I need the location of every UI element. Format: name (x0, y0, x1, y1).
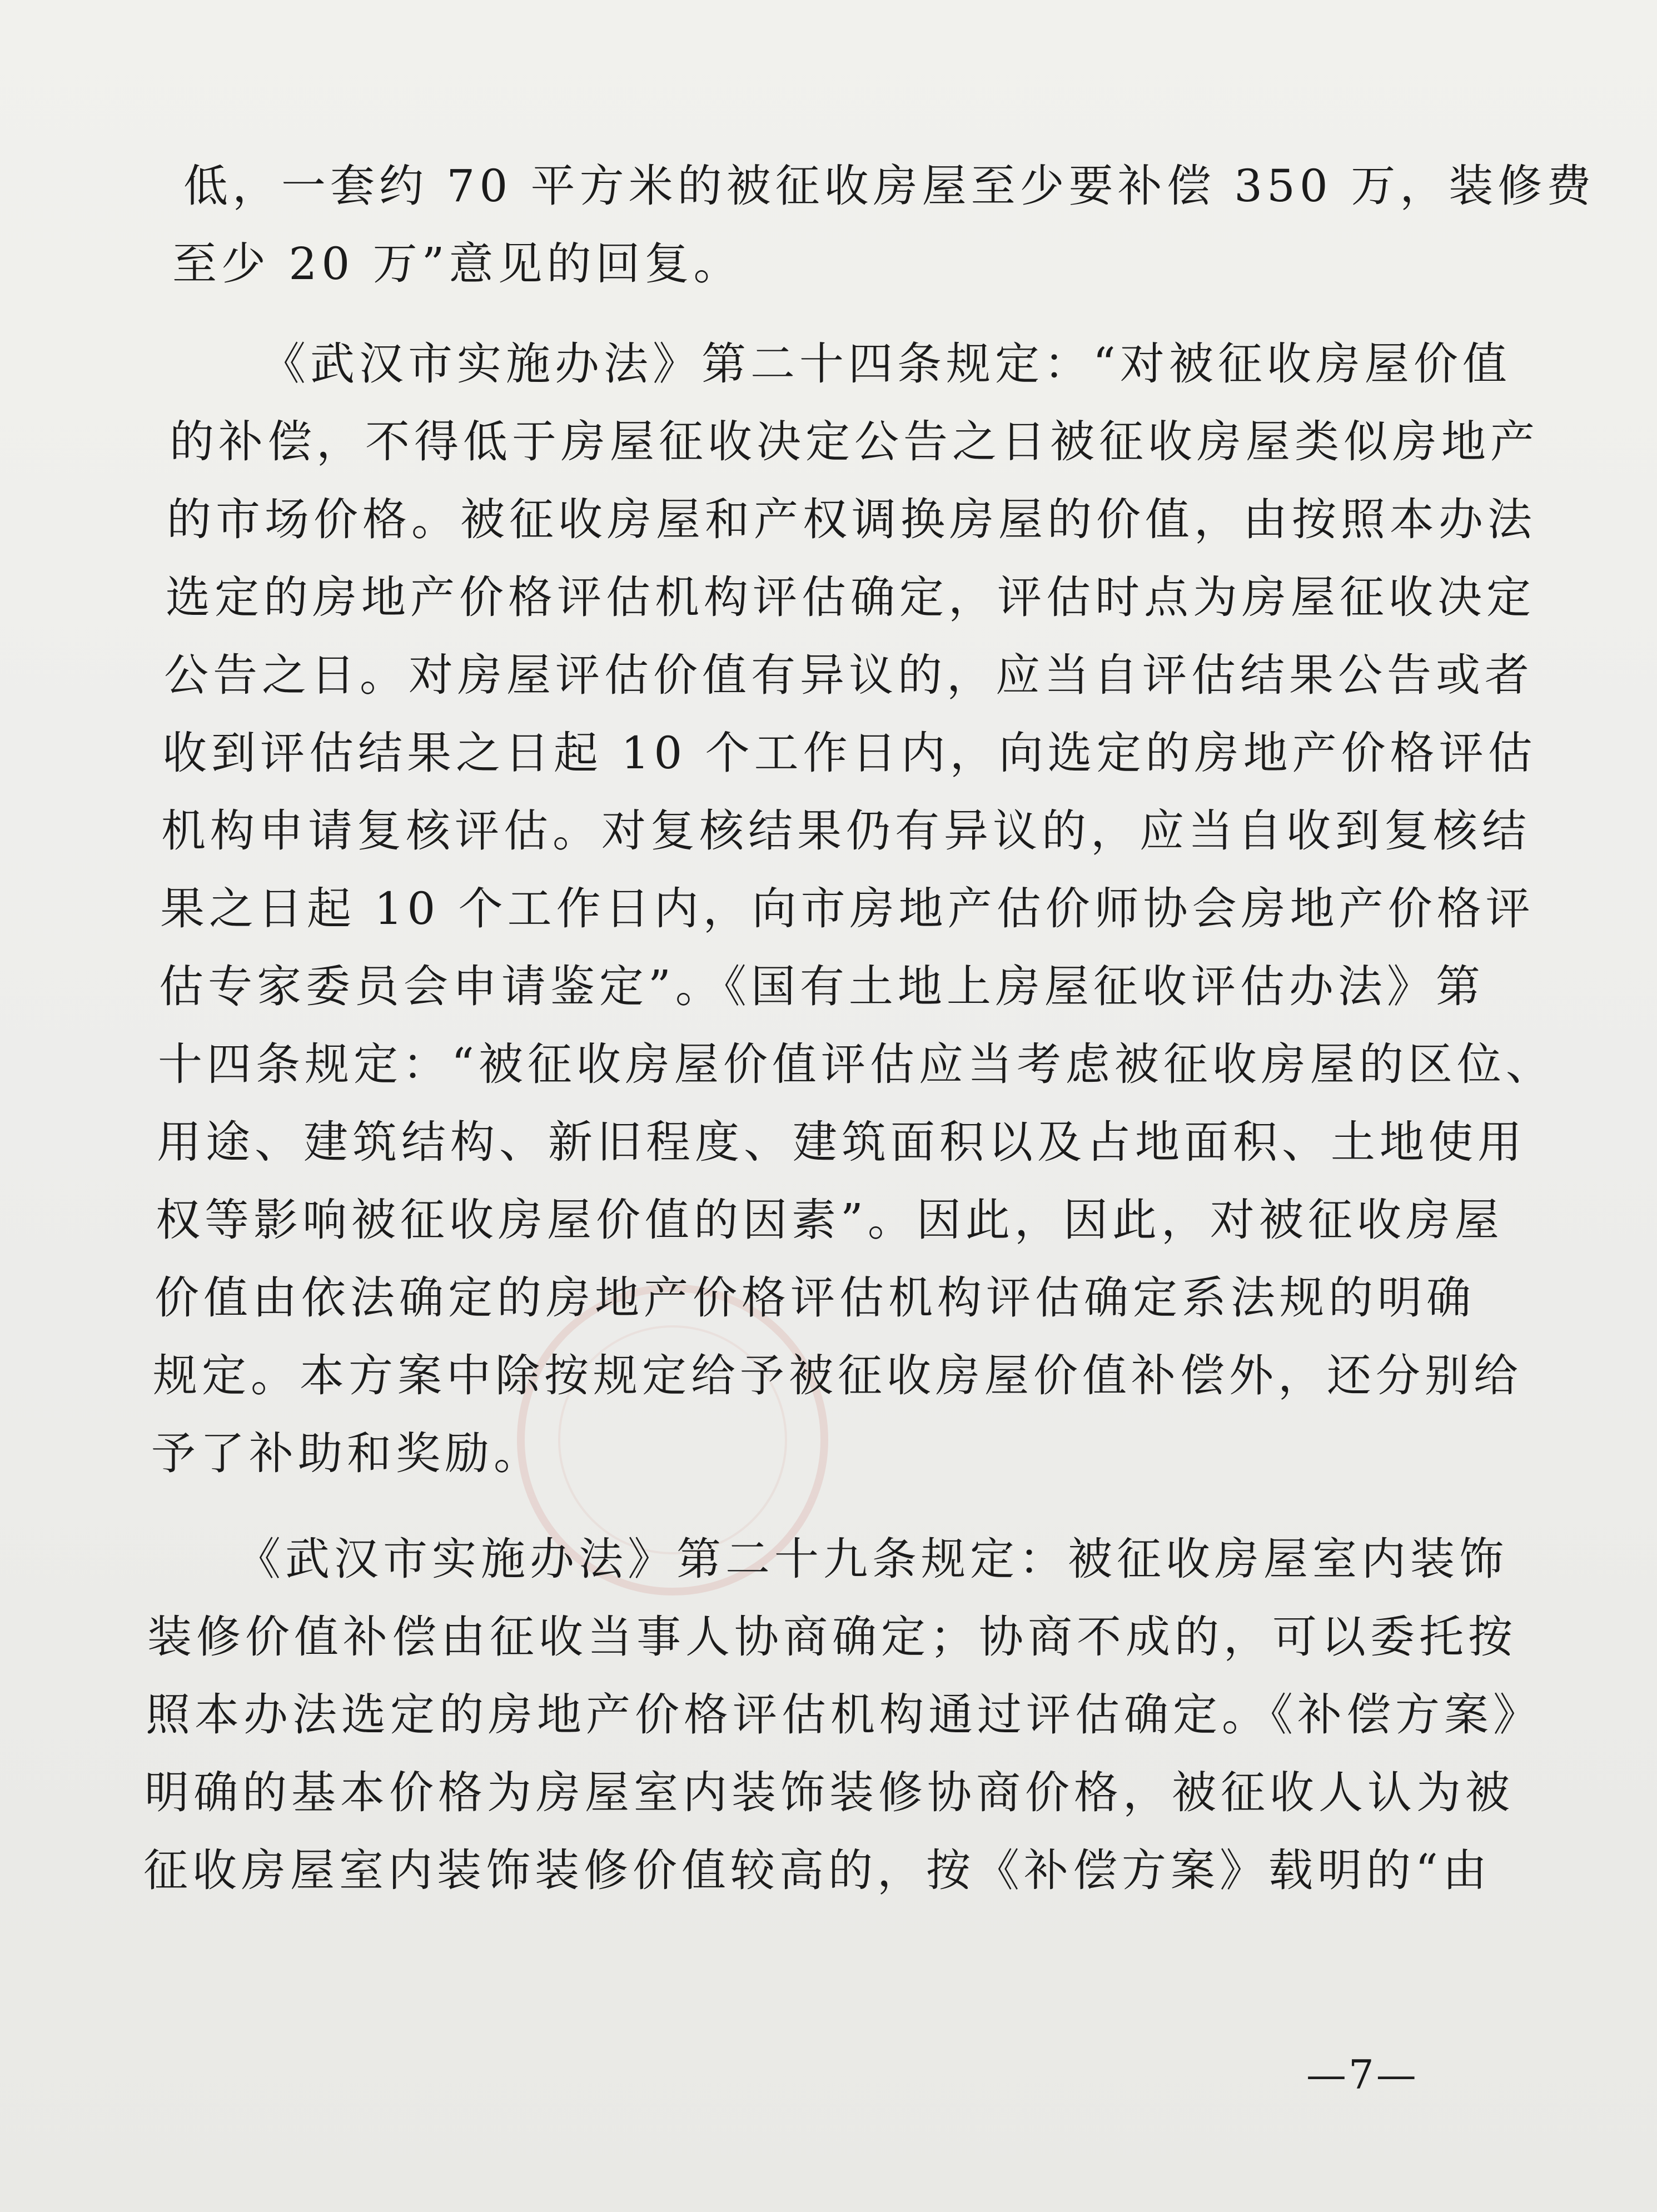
text-line: 明确的基本价格为房屋室内装饰装修协商价格，被征收人认为被 (145, 1767, 1514, 1818)
text-line: 至少 20 万”意见的回复。 (172, 238, 743, 290)
text-line: 公告之日。对房屋评估价值有异议的，应当自评估结果公告或者 (164, 649, 1534, 701)
page-number: —7— (1306, 2051, 1419, 2098)
text-line: 十四条规定：“被征收房屋价值评估应当考虑被征收房屋的区位、 (158, 1038, 1555, 1090)
text-line: 《武汉市实施办法》第二十九条规定：被征收房屋室内装饰 (236, 1533, 1508, 1585)
text-line: 权等影响被征收房屋价值的因素”。因此，因此，对被征收房屋 (156, 1194, 1504, 1246)
text-line: 予了补助和奖励。 (151, 1428, 543, 1479)
text-line: 选定的房地产价格评估机构评估确定，评估时点为房屋征收决定 (166, 571, 1535, 623)
text-line: 估专家委员会申请鉴定”。《国有土地上房屋征收评估办法》第 (159, 961, 1485, 1012)
text-line: 机构申请复核评估。对复核结果仍有异议的，应当自收到复核结 (161, 805, 1531, 857)
text-line: 装修价值补偿由征收当事人协商确定；协商不成的，可以委托按 (147, 1611, 1517, 1663)
text-line: 低，一套约 70 平方米的被征收房屋至少要补偿 350 万，装修费 (183, 160, 1596, 212)
text-line: 收到评估结果之日起 10 个工作日内，向选定的房地产价格评估 (162, 727, 1537, 779)
text-line: 照本办法选定的房地产价格评估机构通过评估确定。《补偿方案》 (146, 1689, 1542, 1741)
text-line: 《武汉市实施办法》第二十四条规定：“对被征收房屋价值 (261, 338, 1511, 390)
text-line: 征收房屋室内装饰装修价值较高的，按《补偿方案》载明的“由 (143, 1845, 1491, 1896)
text-line: 的补偿，不得低于房屋征收决定公告之日被征收房屋类似房地产 (170, 416, 1539, 468)
text-line: 用途、建筑结构、新旧程度、建筑面积以及占地面积、土地使用 (157, 1116, 1526, 1168)
text-line: 价值由依法确定的房地产价格评估机构评估确定系法规的明确 (155, 1272, 1475, 1324)
text-line: 规定。本方案中除按规定给予被征收房屋价值补偿外，还分别给 (153, 1350, 1522, 1401)
text-line: 果之日起 10 个工作日内，向市房地产估价师协会房地产价格评 (160, 883, 1535, 934)
text-line: 的市场价格。被征收房屋和产权调换房屋的价值，由按照本办法 (167, 494, 1536, 545)
